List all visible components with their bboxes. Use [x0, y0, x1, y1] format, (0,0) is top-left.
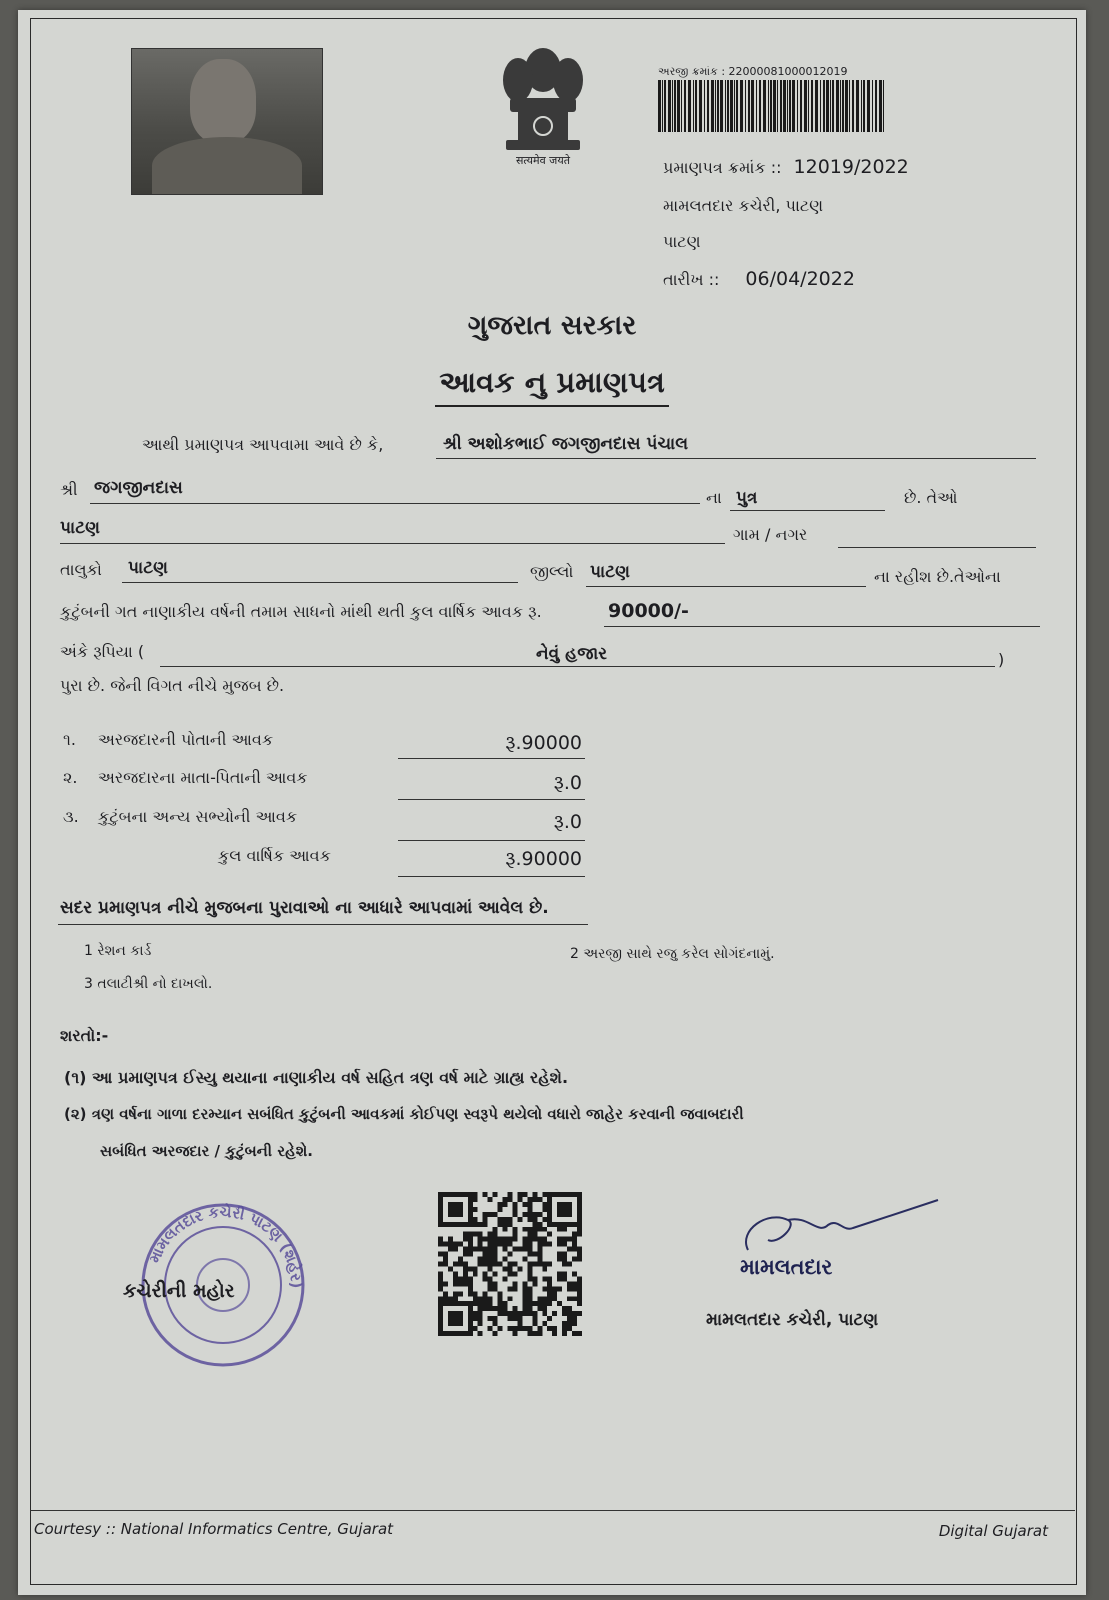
of-label: ના [706, 488, 722, 507]
income-in-words: નેવું હજાર [536, 644, 608, 664]
income-sentence: કુટુંબની ગત નાણાકીય વર્ષની તમામ સાધનો માંથી થતી કુલ વાર્ષિક આવક રૂ. [60, 602, 542, 621]
stamp-label: કચેરીની મહોર [123, 1280, 235, 1302]
date-label: તારીખ :: [663, 270, 720, 289]
words-label: અંકે રૂપિયા ( [60, 642, 145, 661]
evidence-item-2: 2 અરજી સાથે રજુ કરેલ સોગંદનામું. [570, 946, 775, 962]
evidence-item-1: 1 રેશન કાર્ડ [84, 943, 152, 959]
issuing-office: મામલતદાર કચેરી, પાટણ [663, 196, 824, 215]
income-row-3-value: રૂ.0 [553, 811, 582, 833]
footer-courtesy: Courtesy :: National Informatics Centre, Gujarat [34, 1520, 394, 1538]
barcode [658, 80, 888, 132]
signatory-office: મામલતદાર કચેરી, પાટણ [706, 1310, 879, 1330]
certificate-number-row [663, 156, 909, 178]
certificate-title: આવક નુ પ્રમાણપત્ર [18, 365, 1086, 400]
income-total-label: કુલ વાર્ષિક આવક [218, 846, 331, 865]
certificate-paper [18, 10, 1086, 1595]
government-title: ગુજરાત સરકાર [467, 310, 637, 341]
date-row [663, 268, 855, 290]
qr-code [438, 1192, 582, 1336]
father-name: જગજીનદાસ [94, 478, 183, 498]
applicant-photo [131, 48, 323, 195]
applicant-name: શ્રી અશોકભાઈ જગજીનદાસ પંચાલ [443, 434, 689, 454]
district-label: જીલ્લો [530, 562, 574, 581]
village-value: પાટણ [60, 518, 100, 538]
village-label: ગામ / નગર [733, 525, 808, 544]
income-row-1-value: રૂ.90000 [505, 732, 582, 754]
income-row-3-label: કુટુંબના અન્ય સભ્યોની આવક [98, 807, 298, 826]
income-row-1-num: ૧. [63, 730, 76, 749]
certificate-number-label: પ્રમાણપત્ર ક્રમાંક :: [663, 158, 782, 177]
evidence-item-3: 3 તલાટીશ્રી નો દાખલો. [84, 976, 213, 992]
taluka-label: તાલુકો [60, 560, 102, 579]
footer-brand: Digital Gujarat [938, 1522, 1048, 1540]
condition-2-line-2: સબંધિત અરજદાર / કુટુંબની રહેશે. [100, 1142, 313, 1160]
emblem-motto: सत्यमेव जयते [515, 154, 570, 167]
certificate-number: 12019/2022 [793, 156, 909, 178]
intro-text: આથી પ્રમાણપત્ર આપવામા આવે છે કે, [142, 435, 384, 454]
income-row-2-label: અરજદારના માતા-પિતાની આવક [98, 768, 308, 787]
condition-2-line-1: (૨) ત્રણ વર્ષના ગાળા દરમ્યાન સબંધિત કુટુંબની આવકમાં કોઈપણ સ્વરૂપે થયેલો વધારો જાહેર કરવાની જવાબદારી [64, 1105, 744, 1123]
words-close: ) [998, 650, 1005, 669]
income-total-value: રૂ.90000 [505, 848, 582, 870]
district-value: પાટણ [590, 562, 630, 582]
condition-1: (૧) આ પ્રમાણપત્ર ઈસ્યુ થયાના નાણાકીય વર્ષ સહિત ત્રણ વર્ષ માટે ગ્રાહ્ય રહેશે. [64, 1068, 569, 1087]
issuing-place: પાટણ [663, 232, 701, 251]
application-number: અરજી ક્રમાંક : 22000081000012019 [658, 65, 848, 78]
income-row-2-value: રૂ.0 [553, 772, 582, 794]
stamp-ring-text: મામલતદાર કચેરી પાટણ (શહેર) [145, 1202, 306, 1289]
they-are-text: છે. તેઓ [904, 488, 958, 507]
income-row-2-num: ૨. [63, 768, 78, 787]
conditions-heading: શરતો:- [60, 1026, 109, 1045]
income-row-1-label: અરજદારની પોતાની આવક [98, 730, 274, 749]
resident-text: ના રહીશ છે.તેઓના [874, 567, 1001, 586]
details-line: પુરા છે. જેની વિગત નીચે મુજબ છે. [60, 676, 285, 695]
signatory-designation: મામલતદાર [740, 1255, 833, 1279]
relation: પુત્ર [736, 488, 758, 508]
income-amount: 90000/- [608, 600, 689, 622]
taluka-value: પાટણ [128, 558, 168, 578]
father-prefix: શ્રી [60, 480, 78, 499]
evidence-heading: સદર પ્રમાણપત્ર નીચે મુજબના પુરાવાઓ ના આધારે આપવામાં આવેલ છે. [60, 898, 549, 918]
income-row-3-num: ૩. [63, 807, 79, 826]
issue-date: 06/04/2022 [745, 268, 855, 290]
